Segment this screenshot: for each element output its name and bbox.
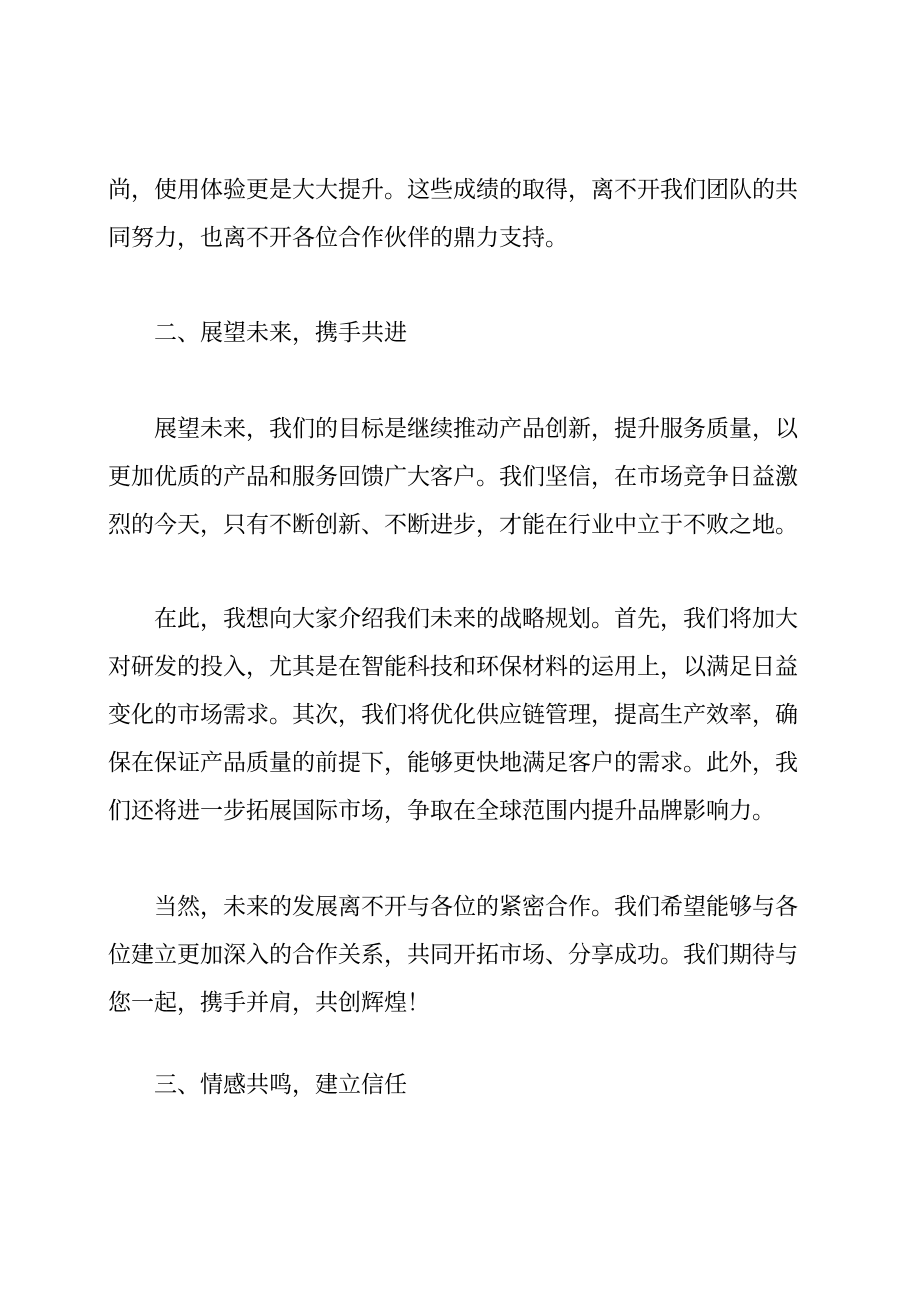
paragraph-line: 对研发的投入，尤其是在智能科技和环保材料的运用上，以满足日益 (108, 654, 798, 680)
paragraph-line: 位建立更加深入的合作关系，共同开拓市场、分享成功。我们期待与 (108, 942, 798, 968)
paragraph-line: 保在保证产品质量的前提下，能够更快地满足客户的需求。此外，我 (108, 750, 798, 776)
paragraph-line: 同努力，也离不开各位合作伙伴的鼎力支持。 (108, 225, 568, 251)
paragraph-line: 烈的今天，只有不断创新、不断进步，才能在行业中立于不败之地。 (108, 512, 798, 538)
paragraph-line: 变化的市场需求。其次，我们将优化供应链管理，提高生产效率，确 (108, 702, 798, 728)
paragraph-line: 当然，未来的发展离不开与各位的紧密合作。我们希望能够与各 (154, 894, 798, 920)
paragraph-line: 您一起，携手并肩，共创辉煌！ (108, 990, 430, 1016)
section-heading: 三、情感共鸣，建立信任 (154, 1072, 407, 1098)
paragraph-line: 展望未来，我们的目标是继续推动产品创新，提升服务质量，以 (154, 416, 798, 442)
paragraph-line: 更加优质的产品和服务回馈广大客户。我们坚信，在市场竞争日益激 (108, 464, 798, 490)
paragraph-line: 们还将进一步拓展国际市场，争取在全球范围内提升品牌影响力。 (108, 798, 775, 824)
paragraph-line: 尚，使用体验更是大大提升。这些成绩的取得，离不开我们团队的共 (108, 177, 798, 203)
section-heading: 二、展望未来，携手共进 (154, 320, 407, 346)
paragraph-line: 在此，我想向大家介绍我们未来的战略规划。首先，我们将加大 (154, 606, 798, 632)
